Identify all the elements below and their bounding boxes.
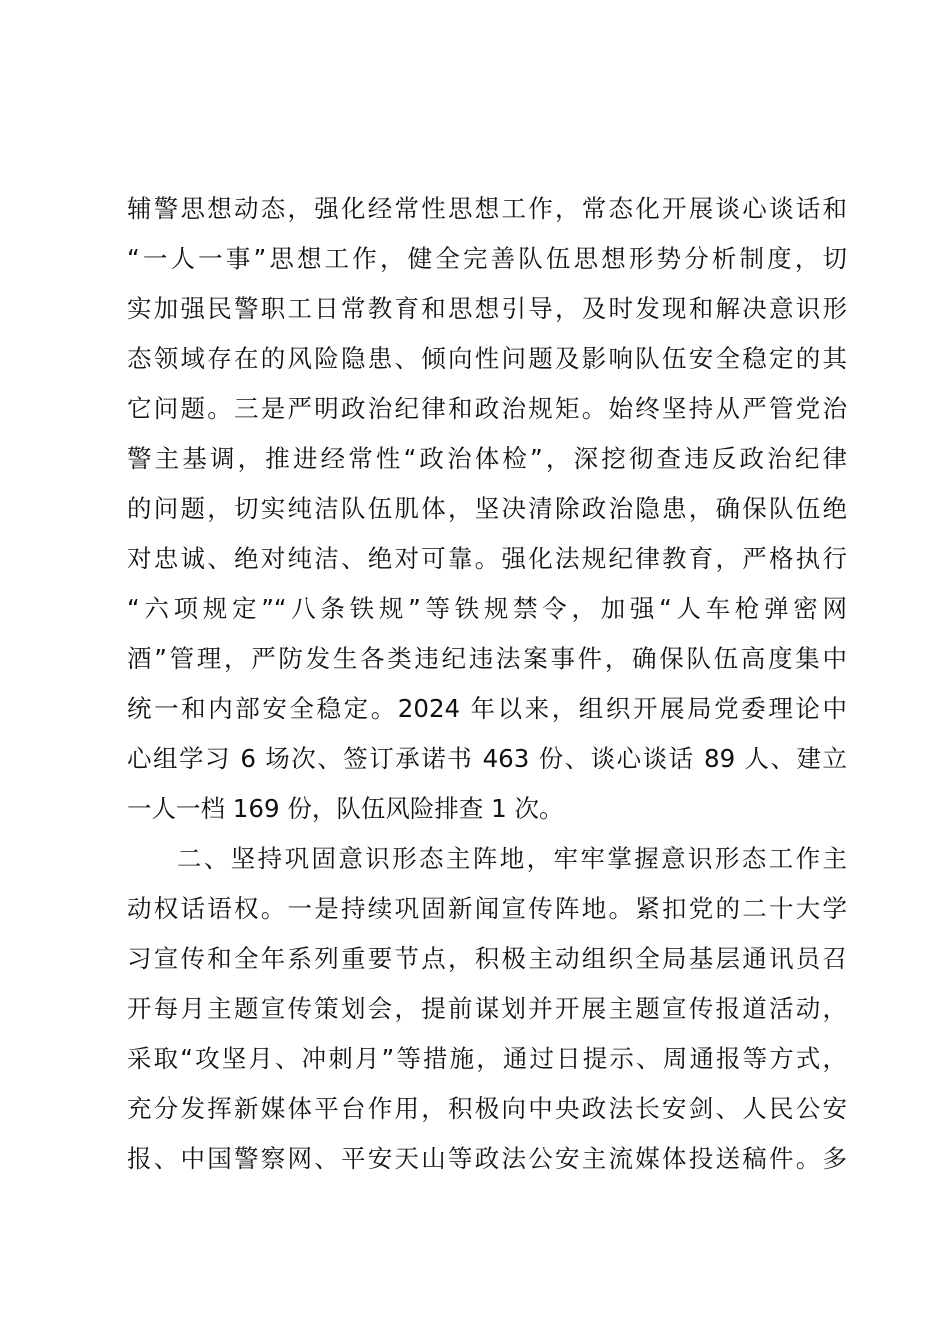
- text-line: 态领域存在的风险隐患、倾向性问题及影响队伍安全稳定的其: [127, 344, 847, 373]
- text-line: 对忠诚、绝对纯洁、绝对可靠。强化法规纪律教育，严格执行: [127, 544, 847, 573]
- text-line: 动权话语权。一是持续巩固新闻宣传阵地。紧扣党的二十大学: [127, 894, 847, 923]
- text-line: 采取“攻坚月、冲刺月”等措施，通过日提示、周通报等方式，: [127, 1044, 847, 1073]
- text-line: 习宣传和全年系列重要节点，积极主动组织全局基层通讯员召: [127, 944, 847, 973]
- text-line: 的问题，切实纯洁队伍肌体，坚决清除政治隐患，确保队伍绝: [127, 494, 847, 523]
- text-line: 报、中国警察网、平安天山等政法公安主流媒体投送稿件。多: [127, 1144, 847, 1173]
- text-line: 辅警思想动态，强化经常性思想工作，常态化开展谈心谈话和: [127, 194, 847, 223]
- text-line: “一人一事”思想工作，健全完善队伍思想形势分析制度，切: [127, 244, 847, 273]
- text-line: 开每月主题宣传策划会，提前谋划并开展主题宣传报道活动，: [127, 994, 847, 1023]
- text-line: 酒”管理，严防发生各类违纪违法案事件，确保队伍高度集中: [127, 644, 847, 673]
- text-line-paragraph-end: 一人一档 169 份，队伍风险排查 1 次。: [127, 794, 564, 823]
- text-line: 心组学习 6 场次、签订承诺书 463 份、谈心谈话 89 人、建立: [127, 744, 847, 773]
- text-line: “六项规定”“八条铁规”等铁规禁令，加强“人车枪弹密网: [127, 594, 847, 623]
- text-line: 实加强民警职工日常教育和思想引导，及时发现和解决意识形: [127, 294, 847, 323]
- text-line: 统一和内部安全稳定。2024 年以来，组织开展局党委理论中: [127, 694, 847, 723]
- text-line-paragraph-start: 二、坚持巩固意识形态主阵地，牢牢掌握意识形态工作主: [177, 844, 847, 873]
- text-line: 它问题。三是严明政治纪律和政治规矩。始终坚持从严管党治: [127, 394, 847, 423]
- text-line: 充分发挥新媒体平台作用，积极向中央政法长安剑、人民公安: [127, 1094, 847, 1123]
- document-body: [127, 184, 847, 1184]
- text-line: 警主基调，推进经常性“政治体检”，深挖彻查违反政治纪律: [127, 444, 847, 473]
